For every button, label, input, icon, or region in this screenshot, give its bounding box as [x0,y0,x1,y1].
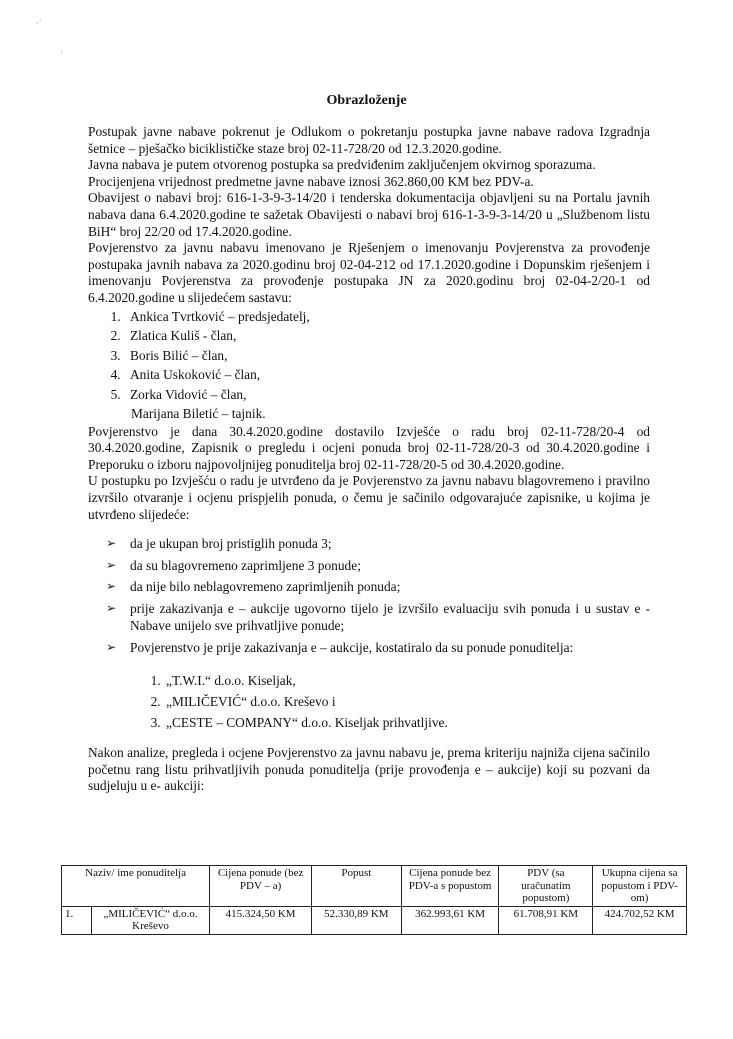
bid-price-discounted: 362.993,61 KM [401,906,499,934]
document-heading: Obrazloženje [326,93,407,108]
bids-table [61,865,687,935]
bid-price: 415.324,50 KM [210,906,312,934]
paragraph-findings: U postupku po Izvješću o radu je utvrđeno da je Povjerenstvo za javnu nabavu blagovremeno i pravilno izvršilo otvaranje i ocjenu prispjelih ponuda, o čemu je sačinilo odgovarajuće zapisnike, u kojima je utvrđeno slijedeće: [88,473,650,522]
column-header-vat: PDV (sa uračunatim popustom) [499,866,593,907]
committee-member: 5. Zorka Vidović – član, [124,385,650,405]
paragraph-notice: Obavijest o nabavi broj: 616-1-3-9-3-14/20 i tenderska dokumentacija objavljeni su na Portalu javnih nabava dana 6.4.2020.godine te sažetak Obavijesti o nabavi broj 616-1-3-9-3-14/20 u „Službenom listu BiH“ broj 22/20 od 17.4.2020.godine. [88,190,650,239]
document-body [88,124,650,795]
committee-member: 1. Ankica Tvrtković – predsjedatelj, [124,307,650,327]
arrow-bullet-icon: ➢ [106,557,117,572]
arrow-bullet-icon: ➢ [106,639,117,654]
arrow-bullet-icon: ➢ [106,579,117,594]
row-number: 1. [62,906,92,934]
finding-item: ➢ Povjerenstvo je prije zakazivanja e – aukcije, kostatiralo da su ponude ponuditelja: [106,639,574,655]
table-header-row [62,866,687,907]
findings-list [88,535,650,656]
finding-item: ➢ da nije bilo neblagovremeno zaprimljenih ponuda; [106,579,401,595]
column-header-name: Naziv/ ime ponuditelja [62,866,210,907]
paragraph-ranking: Nakon analize, pregleda i ocjene Povjerenstvo za javnu nabavu je, prema kriteriju najniža cijena sačinilo početnu rang listu prihvatljivih ponuda ponuditelja (prije provođenja e – aukcije) koji su pozvani da sudjeluju u e- aukciji: [88,745,650,794]
committee-member: 2. Zlatica Kuliš - član, [124,326,650,346]
bid-total: 424.702,52 KM [593,906,687,934]
paragraph-committee: Povjerenstvo za javnu nabavu imenovano je Rješenjem o imenovanju Povjerenstva za provođenje postupaka javnih nabava za 2020.godinu broj 02-04-212 od 17.1.2020.godine i Dopunskim rješenjem i imenovanju Povjerenstva za provođenje postupaka JN za 2020.godinu broj 02-04-2/20-1 od 6.4.2020.godine u slijedećem sastavu: [88,240,650,305]
bidder-item: 3. „CESTE – COMPANY“ d.o.o. Kiseljak prihvatljive. [164,712,650,733]
arrow-bullet-icon: ➢ [106,600,117,615]
table-row [62,906,687,934]
paragraph-procedure-start: Postupak javne nabave pokrenut je Odlukom o pokretanju postupka javne nabave radova Izgradnja šetnice – pješačko biciklističke staze broj 02-11-728/20 od 12.3.2020.godine. [88,124,650,156]
bid-vat: 61.708,91 KM [499,906,593,934]
paragraph-estimated-value: Procijenjena vrijednost predmetne javne nabave iznosi 362.860,00 KM bez PDV-a. [88,173,534,189]
committee-member: 4. Anita Uskoković – član, [124,365,650,385]
column-header-discount: Popust [311,866,401,907]
finding-item: ➢ da je ukupan broj pristiglih ponuda 3; [106,536,332,552]
finding-item: ➢ prije zakazivanja e – aukcije ugovorno tijelo je izvršilo evaluaciju svih ponuda i u sustav e - Nabave unijelo sve prihvatljive ponude; [106,600,650,634]
paragraph-procedure-type: Javna nabava je putem otvorenog postupka sa predviđenim zaključenjem okvirnog sporazuma. [88,157,596,173]
scan-speck: ·˙ [36,18,42,28]
bid-discount: 52.330,89 KM [311,906,401,934]
committee-secretary: Marijana Biletić – tajnik. [131,406,266,422]
column-header-price-discounted: Cijena ponude bez PDV-a s popustom [401,866,499,907]
arrow-bullet-icon: ➢ [106,536,117,551]
column-header-price: Cijena ponude (bez PDV – a) [210,866,312,907]
bidder-item: 1. „T.W.I.“ d.o.o. Kiseljak, [164,670,650,691]
bidder-name: „MILIČEVIĆ“ d.o.o. Kreševo [91,906,209,934]
column-header-total: Ukupna cijena sa popustom i PDV-om) [593,866,687,907]
finding-item: ➢ da su blagovremeno zaprimljene 3 ponude; [106,557,361,573]
bidders-list [88,670,650,733]
committee-member: 3. Boris Bilić – član, [124,346,650,366]
committee-members-list [88,307,650,405]
paragraph-report: Povjerenstvo je dana 30.4.2020.godine dostavilo Izvješće o radu broj 02-11-728/20-4 od 30.4.2020.godine, Zapisnik o pregledu i ocjeni ponuda broj 02-11-728/20-3 od 30.4.2020.godine i Preporuku o izboru najpovoljnijeg ponuditelja broj 02-11-728/20-5 od 30.4.2020.godine. [88,423,650,472]
bidder-item: 2. „MILIČEVIĆ“ d.o.o. Kreševo i [164,691,650,712]
scan-speck: ˈ [60,50,63,60]
